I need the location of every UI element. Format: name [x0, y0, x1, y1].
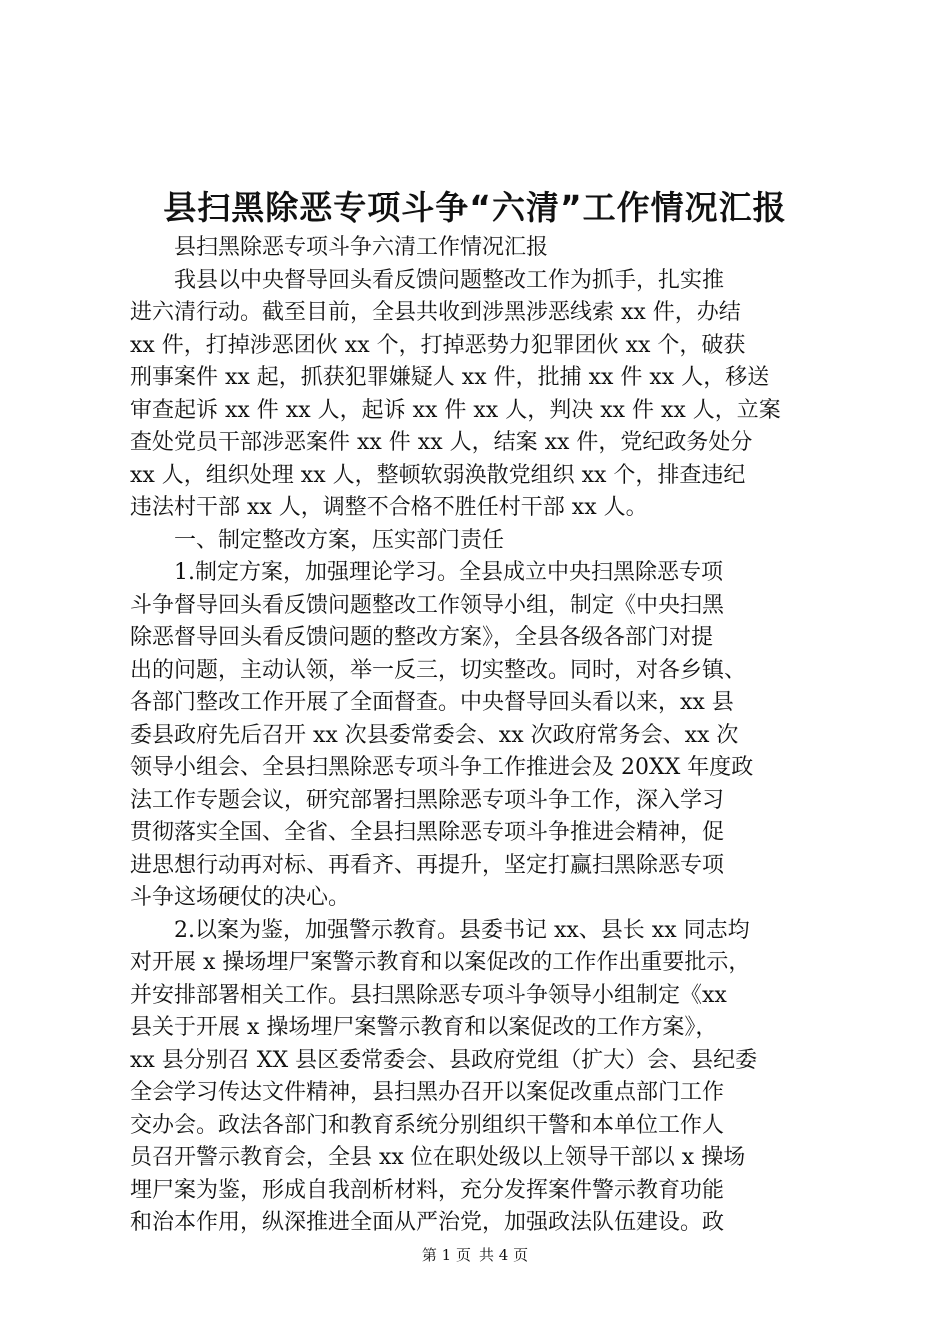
body-line: 我县以中央督导回头看反馈问题整改工作为抓手，扎实推: [174, 267, 725, 293]
body-line: 斗争这场硬仗的决心。: [130, 885, 351, 910]
body-line: 委县政府先后召开 xx 次县委常委会、xx 次政府常务会、xx 次: [130, 722, 739, 748]
page-footer: [0, 1244, 950, 1266]
body-line: 各部门整改工作开展了全面督查。中央督导回头看以来，xx 县: [130, 690, 734, 715]
body-line: xx 件，打掉涉恶团伙 xx 个，打掉恶势力犯罪团伙 xx 个，破获: [130, 332, 746, 358]
document-body: [130, 232, 830, 1240]
body-line: 埋尸案为鉴，形成自我剖析材料，充分发挥案件警示教育功能: [130, 1177, 725, 1203]
body-line: 县扫黑除恶专项斗争六清工作情况汇报: [174, 235, 549, 260]
body-line: 审查起诉 xx 件 xx 人，起诉 xx 件 xx 人，判决 xx 件 xx 人，立案: [130, 397, 781, 423]
body-line: 除恶督导回头看反馈问题的整改方案》，全县各级各部门对提: [130, 625, 714, 650]
body-line: 全会学习传达文件精神，县扫黑办召开以案促改重点部门工作: [130, 1080, 725, 1105]
body-line: xx 人，组织处理 xx 人，整顿软弱涣散党组织 xx 个，排查违纪: [130, 462, 746, 488]
document-title: 县扫黑除恶专项斗争“六清”工作情况汇报: [163, 188, 787, 227]
body-line: 出的问题，主动认领，举一反三，切实整改。同时，对各乡镇、: [130, 657, 747, 683]
body-line: 领导小组会、全县扫黑除恶专项斗争工作推进会及 20XX 年度政: [130, 755, 754, 780]
body-line: 贯彻落实全国、全省、全县扫黑除恶专项斗争推进会精神，促: [130, 820, 725, 845]
body-line: 和治本作用，纵深推进全面从严治党，加强政法队伍建设。政: [130, 1210, 725, 1235]
body-line: 对开展 x 操场埋尸案警示教育和以案促改的工作作出重要批示，: [130, 950, 751, 975]
body-line: 员召开警示教育会，全县 xx 位在职处级以上领导干部以 x 操场: [130, 1145, 746, 1170]
body-line: 2.以案为鉴，加强警示教育。县委书记 xx、县长 xx 同志均: [174, 917, 750, 943]
body-line: 斗争督导回头看反馈问题整改工作领导小组，制定《中央扫黑: [130, 592, 725, 618]
body-line: 查处党员干部涉恶案件 xx 件 xx 人，结案 xx 件，党纪政务处分: [130, 430, 753, 455]
body-line: 进六清行动。截至目前，全县共收到涉黑涉恶线索 xx 件，办结: [130, 300, 741, 325]
body-line: 刑事案件 xx 起，抓获犯罪嫌疑人 xx 件，批捕 xx 件 xx 人，移送: [130, 365, 770, 390]
body-line: 并安排部署相关工作。县扫黑除恶专项斗争领导小组制定《xx: [130, 982, 727, 1008]
section-heading: 一、制定整改方案，压实部门责任: [174, 527, 505, 553]
body-line: 违法村干部 xx 人，调整不合格不胜任村干部 xx 人。: [130, 495, 648, 520]
body-line: 进思想行动再对标、再看齐、再提升，坚定打赢扫黑除恶专项: [130, 852, 725, 878]
body-line: xx 县分别召 XX 县区委常委会、县政府党组（扩大）会、县纪委: [130, 1047, 758, 1073]
page-total: 共 4 页: [479, 1246, 529, 1264]
page-number: 第 1 页: [421, 1246, 471, 1264]
body-line: 1.制定方案，加强理论学习。全县成立中央扫黑除恶专项: [174, 560, 723, 585]
body-line: 交办会。政法各部门和教育系统分别组织干警和本单位工作人: [130, 1112, 725, 1138]
body-line: 县关于开展 x 操场埋尸案警示教育和以案促改的工作方案》，: [130, 1015, 718, 1040]
body-line: 法工作专题会议，研究部署扫黑除恶专项斗争工作，深入学习: [130, 787, 725, 813]
